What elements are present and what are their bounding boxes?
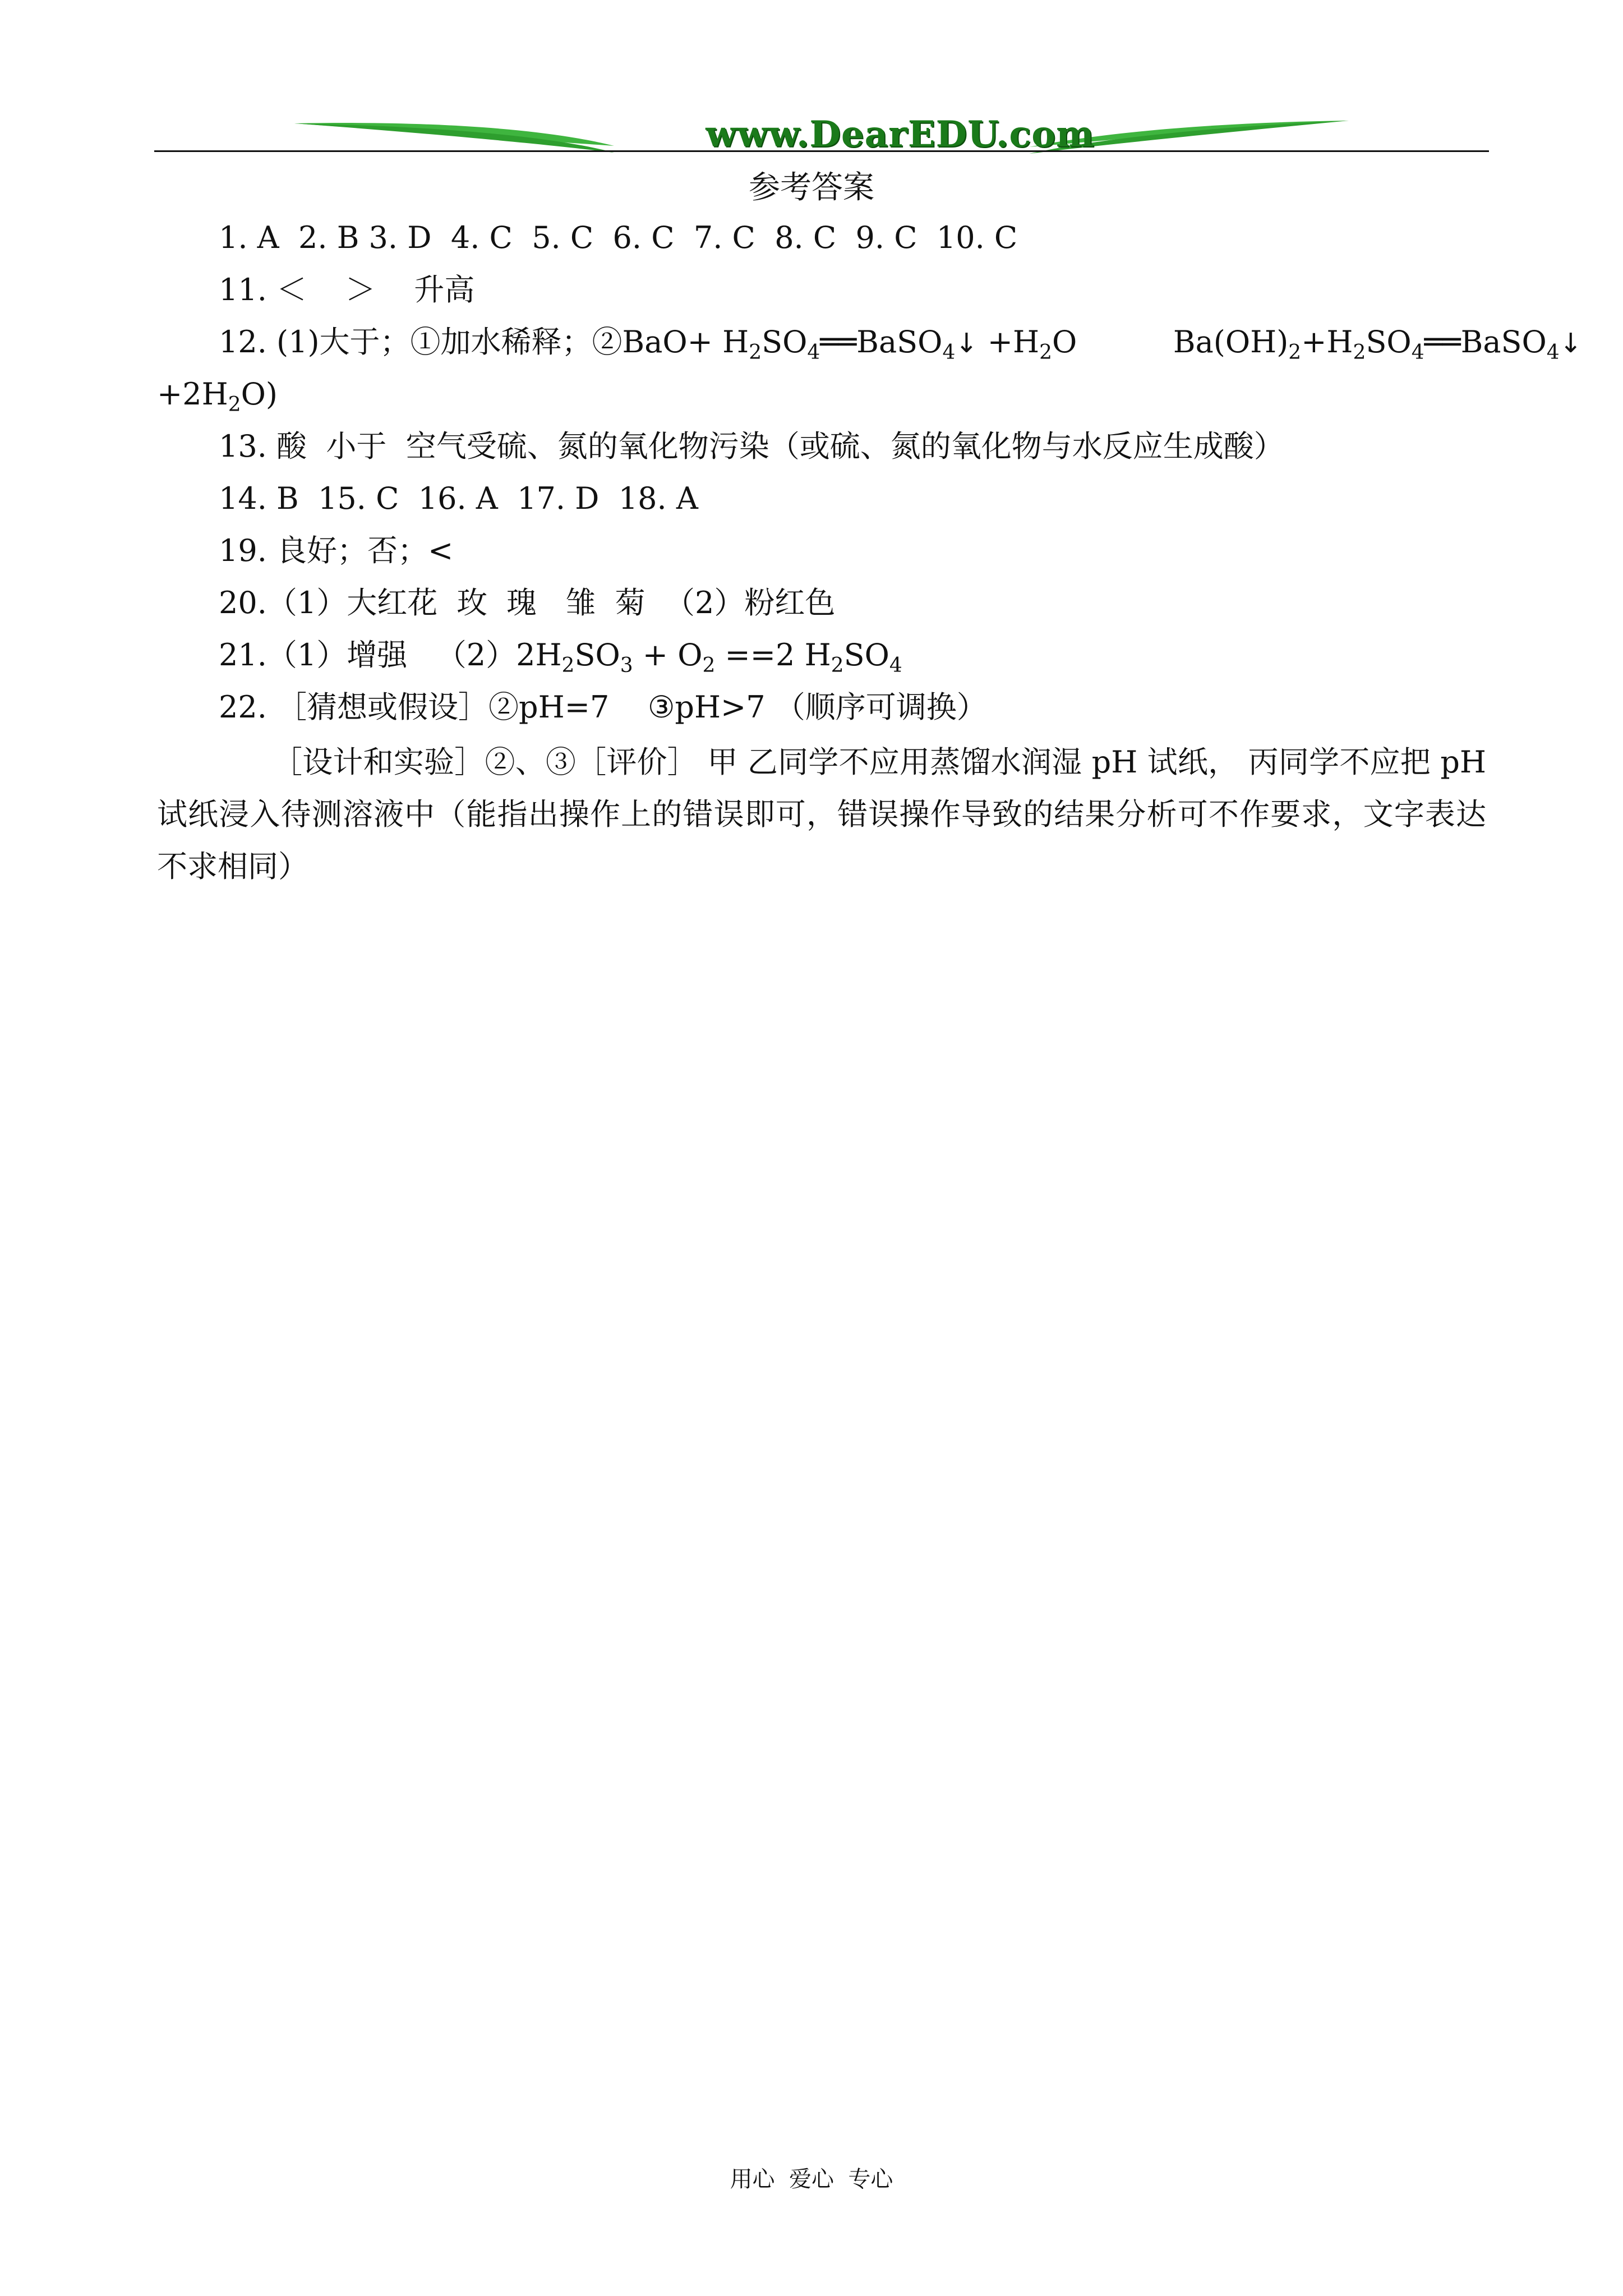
down-arrow-icon: ↓ — [955, 328, 978, 359]
page-footer: 用心 爱心 专心 — [730, 2166, 893, 2192]
answer-22-design-paragraph: ［设计和实验］②、③［评价］ 甲 乙同学不应用蒸馏水润湿 pH 试纸， 丙同学不应把 pH 试纸浸入待测溶液中（能指出操作上的错误即可，错误操作导致的结果分析可不作要求，文字表达不求相同） — [157, 744, 1486, 884]
page-title: 参考答案 — [749, 169, 874, 206]
header-banner — [154, 107, 1489, 168]
answers-1-10: 1. A 2. B 3. D 4. C 5. C 6. C 7. C 8. C 9. C 10. C — [219, 220, 1018, 255]
header-divider — [154, 150, 1489, 152]
answer-19: 19. 良好；否；< — [219, 533, 454, 568]
answer-20: 20.（1）大红花 玫 瑰 雏 菊 （2）粉红色 — [219, 585, 836, 620]
answer-11: 11. ＜ ＞ 升高 — [219, 272, 475, 307]
answer-12-continued: $+2H_2O$) — [157, 376, 278, 416]
answer-22: 22. ［猜想或假设］②pH=7 ③pH>7 （顺序可调换） — [219, 689, 987, 725]
answer-12: 12. (1)大于；①加水稀释；②BaO+ $H_2SO_4══BaSO_4↓ +H_2O$ $Ba(OH)_2+H_2SO_4══BaSO_4↓$ — [219, 324, 1582, 364]
answers-14-18: 14. B 15. C 16. A 17. D 18. A — [219, 481, 698, 516]
answer-13: 13. 酸 小于 空气受硫、氮的氧化物污染（或硫、氮的氧化物与水反应生成酸） — [219, 429, 1284, 464]
down-arrow-icon: ↓ — [1559, 328, 1582, 359]
site-logo-text: www.DearEDU.com — [706, 113, 1095, 155]
answer-21: 21.（1）增强 $(2)2H_2SO_3 + O_2 ==2$ $H_2SO_4$ — [219, 637, 902, 677]
